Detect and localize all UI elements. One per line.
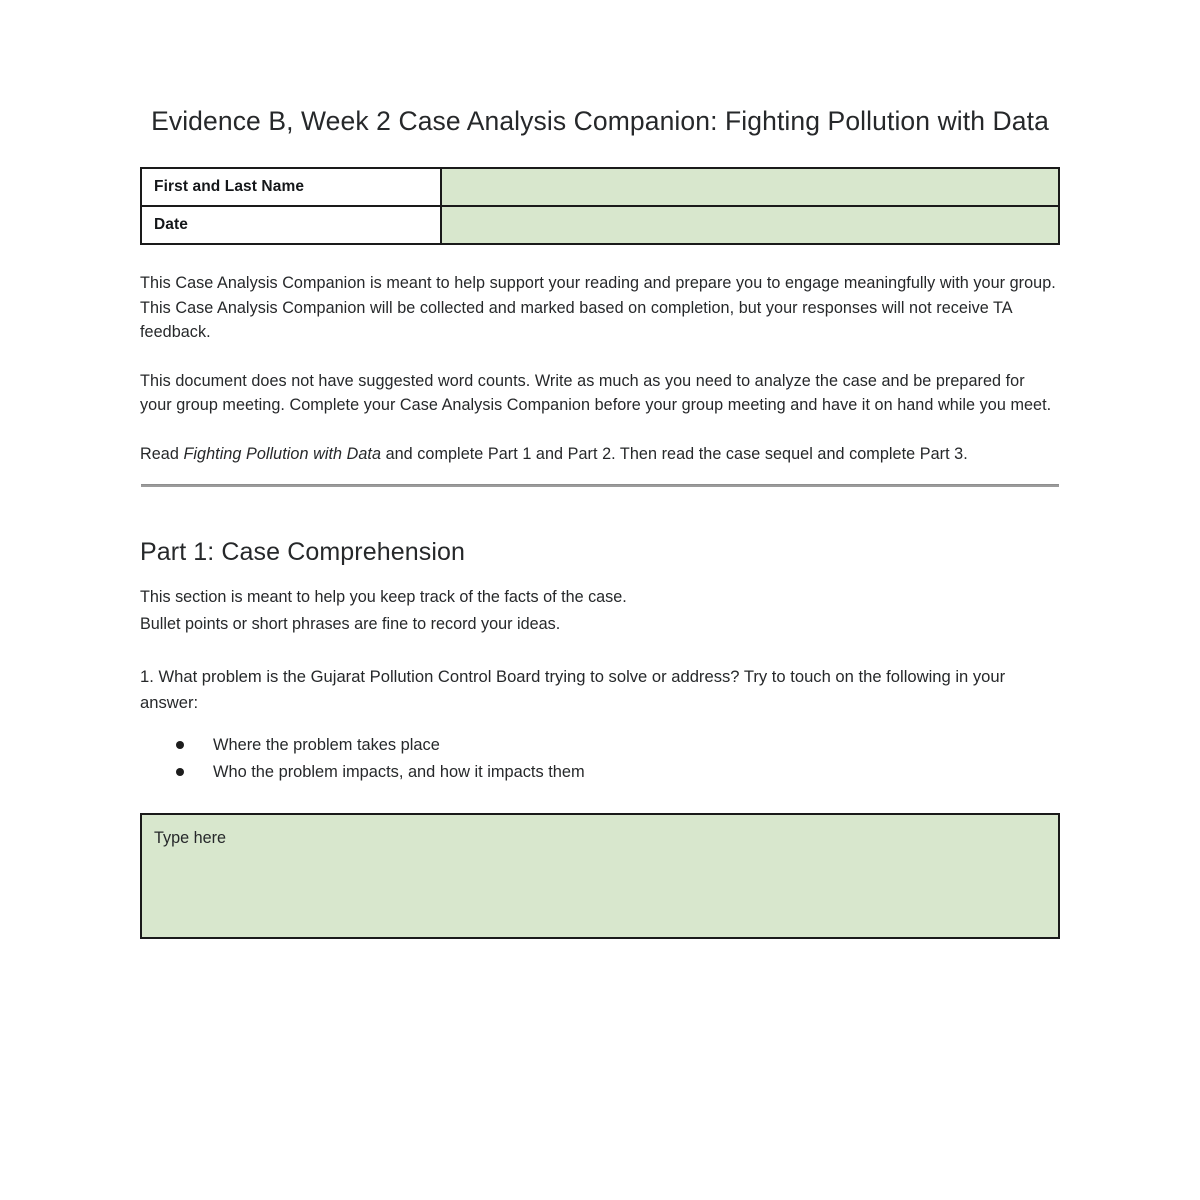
name-input-cell[interactable] bbox=[441, 168, 1059, 206]
list-item-label: Who the problem impacts, and how it impacts them bbox=[213, 762, 585, 781]
list-item bbox=[140, 732, 1060, 758]
question-1-bullet-list bbox=[140, 732, 1060, 785]
table-row bbox=[141, 168, 1059, 206]
case-title-italic: Fighting Pollution with Data bbox=[183, 445, 382, 464]
page-title: Evidence B, Week 2 Case Analysis Companion: Fighting Pollution with Data bbox=[151, 106, 1049, 136]
part1-intro bbox=[140, 584, 1060, 638]
part1-heading: Part 1: Case Comprehension bbox=[140, 537, 465, 566]
date-label-cell: Date bbox=[141, 206, 441, 244]
intro-paragraph-1: This Case Analysis Companion is meant to help support your reading and prepare you to engage meaningfully with your group. This Case Analysis Companion will be collected and marked based on completion, but your responses will not receive TA feedback. bbox=[140, 273, 1056, 342]
intro-paragraph-2: This document does not have suggested word counts. Write as much as you need to analyze the case and be prepared for your group meeting. Complete your Case Analysis Companion before your group meeting and have it on hand while you meet. bbox=[140, 371, 1052, 415]
bullet-dot-icon bbox=[176, 741, 184, 749]
student-info-table bbox=[140, 167, 1060, 245]
question-1-text: 1. What problem is the Gujarat Pollution Control Board trying to solve or address? Try to touch on the following in your answer: bbox=[140, 667, 1006, 713]
date-input-cell[interactable] bbox=[441, 206, 1059, 244]
part1-intro-line-2: Bullet points or short phrases are fine to record your ideas. bbox=[140, 615, 561, 634]
read-instruction-after: and complete Part 1 and Part 2. Then read the case sequel and complete Part 3. bbox=[381, 445, 968, 464]
list-item bbox=[140, 759, 1060, 785]
list-item-label: Where the problem takes place bbox=[213, 736, 440, 755]
read-instruction-paragraph bbox=[140, 442, 1060, 467]
document-body bbox=[140, 0, 1060, 939]
table-row bbox=[141, 206, 1059, 244]
answer-placeholder-text[interactable]: Type here bbox=[154, 828, 226, 847]
name-label-cell: First and Last Name bbox=[141, 168, 441, 206]
bullet-dot-icon bbox=[176, 768, 184, 776]
read-instruction-before: Read bbox=[140, 445, 184, 464]
section-divider bbox=[141, 484, 1059, 487]
part1-intro-line-1: This section is meant to help you keep track of the facts of the case. bbox=[140, 587, 627, 606]
question-1-answer-box[interactable] bbox=[140, 813, 1060, 939]
